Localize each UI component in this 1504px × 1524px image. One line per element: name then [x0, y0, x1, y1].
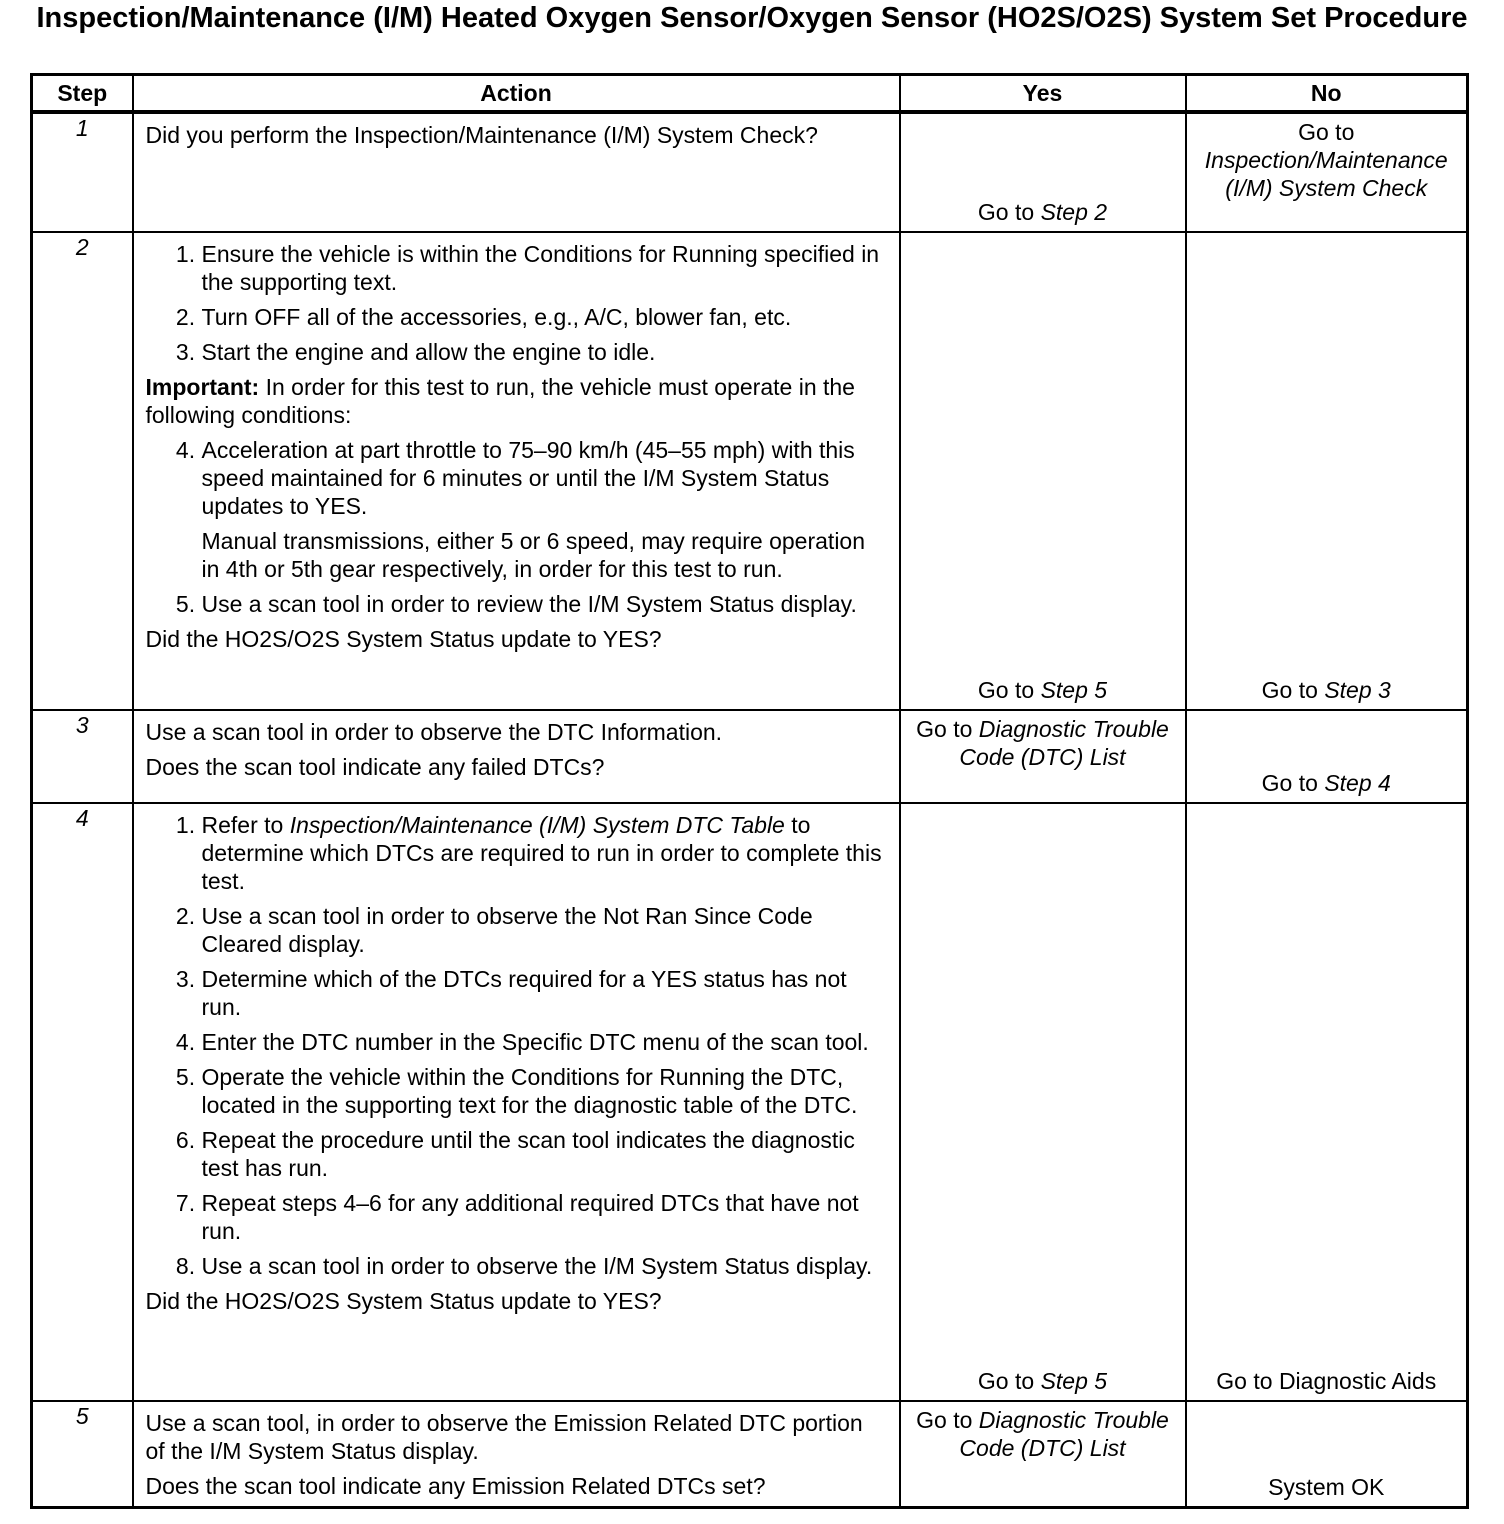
list-item: [202, 811, 887, 895]
page-title: Inspection/Maintenance (I/M) Heated Oxygen Sensor/Oxygen Sensor (HO2S/O2S) System Set Procedure: [36, 2, 1468, 34]
list-item: 4. Acceleration at part throttle to 75–90 km/h (45–55 mph) with this speed maintained for 6 minutes or until the I/M System Status updates to YES.: [202, 436, 887, 520]
header-yes: Yes: [900, 75, 1186, 113]
list-item: 7. Repeat steps 4–6 for any additional required DTCs that have not run.: [202, 1189, 887, 1245]
instruction: Use a scan tool, in order to observe the Emission Related DTC portion of the I/M System Status display.: [145, 1410, 863, 1464]
action-cell: [133, 112, 900, 232]
step-number: 1: [32, 112, 133, 232]
list-item: 3. Start the engine and allow the engine to idle.: [202, 338, 887, 366]
item-link[interactable]: Inspection/Maintenance (I/M) System DTC Table: [289, 812, 785, 838]
yes-prefix: Go to: [916, 716, 979, 742]
list-item: 5. Use a scan tool in order to review the I/M System Status display.: [202, 590, 887, 618]
instruction: Use a scan tool in order to observe the DTC Information.: [145, 719, 723, 745]
yes-prefix: Go to: [977, 199, 1041, 225]
action-list: [146, 590, 887, 618]
list-item: 4. Enter the DTC number in the Specific DTC menu of the scan tool.: [202, 1028, 887, 1056]
list-item: 5. Operate the vehicle within the Conditions for Running the DTC, located in the supporting text for the diagnostic table of the DTC.: [202, 1063, 887, 1119]
action-cell: [133, 803, 900, 1401]
yes-link[interactable]: Step 5: [1040, 677, 1108, 703]
procedure-table: [30, 73, 1469, 1509]
question: Did the HO2S/O2S System Status update to YES?: [145, 626, 662, 652]
no-link[interactable]: Step 3: [1324, 677, 1391, 703]
yes-cell: [900, 112, 1186, 232]
header-no: No: [1186, 75, 1468, 113]
no-cell: [1186, 710, 1468, 803]
action-list: [146, 811, 887, 1280]
question: Does the scan tool indicate any failed DTCs?: [145, 754, 605, 780]
item-prefix: Refer to: [201, 812, 290, 838]
yes-link[interactable]: Diagnostic Trouble Code (DTC) List: [959, 716, 1169, 770]
yes-cell: [900, 803, 1186, 1401]
yes-prefix: Go to: [977, 677, 1041, 703]
yes-cell: [900, 1401, 1186, 1508]
list-item: 2. Use a scan tool in order to observe the Not Ran Since Code Cleared display.: [202, 902, 887, 958]
no-cell: [1186, 112, 1468, 232]
list-item: 2. Turn OFF all of the accessories, e.g., A/C, blower fan, etc.: [202, 303, 887, 331]
yes-cell: [900, 710, 1186, 803]
no-cell: [1186, 232, 1468, 710]
no-prefix: Go to: [1298, 119, 1355, 145]
no-prefix: Go to: [1261, 770, 1325, 796]
action-cell: [133, 1401, 900, 1508]
yes-link[interactable]: Step 5: [1040, 1368, 1108, 1394]
no-prefix: Go to: [1261, 677, 1325, 703]
action-list: [146, 436, 887, 520]
question: Did the HO2S/O2S System Status update to YES?: [145, 1288, 662, 1314]
question: Does the scan tool indicate any Emission Related DTCs set?: [145, 1473, 766, 1499]
yes-prefix: Go to: [916, 1407, 979, 1433]
yes-link[interactable]: Step 2: [1040, 199, 1108, 225]
no-cell: [1186, 803, 1468, 1401]
header-step: Step: [32, 75, 133, 113]
list-item: 8. Use a scan tool in order to observe the I/M System Status display.: [202, 1252, 887, 1280]
step-number: 3: [32, 710, 133, 803]
step-number: 5: [32, 1401, 133, 1508]
table-row: [32, 1401, 1468, 1508]
list-item: 1. Ensure the vehicle is within the Conditions for Running specified in the supporting text.: [202, 240, 887, 296]
table-row: [32, 803, 1468, 1401]
list-item: 3. Determine which of the DTCs required for a YES status has not run.: [202, 965, 887, 1021]
step-number: 4: [32, 803, 133, 1401]
important-text: In order for this test to run, the vehicle must operate in the following conditions:: [145, 374, 855, 428]
header-action: Action: [133, 75, 900, 113]
list-item-note: Manual transmissions, either 5 or 6 speed, may require operation in 4th or 5th gear respectively, in order for this test to run.: [201, 528, 866, 582]
important-label: Important:: [145, 374, 260, 400]
important-note: [146, 373, 887, 429]
no-link[interactable]: Go to Diagnostic Aids: [1216, 1368, 1437, 1394]
yes-link[interactable]: Diagnostic Trouble Code (DTC) List: [959, 1407, 1169, 1461]
item-suffix: to determine which DTCs are required to run in order to complete this test.: [201, 812, 882, 894]
list-item: 6. Repeat the procedure until the scan tool indicates the diagnostic test has run.: [202, 1126, 887, 1182]
action-list: [146, 240, 887, 366]
action-cell: [133, 710, 900, 803]
no-result: System OK: [1268, 1474, 1385, 1500]
question: Did you perform the Inspection/Maintenance (I/M) System Check?: [145, 122, 818, 148]
yes-cell: [900, 232, 1186, 710]
no-link[interactable]: Inspection/Maintenance (I/M) System Check: [1204, 147, 1448, 201]
yes-prefix: Go to: [977, 1368, 1041, 1394]
table-row: [32, 112, 1468, 232]
action-cell: [133, 232, 900, 710]
header-row: [32, 75, 1468, 113]
no-link[interactable]: Step 4: [1324, 770, 1391, 796]
table-row: [32, 710, 1468, 803]
step-number: 2: [32, 232, 133, 710]
no-cell: [1186, 1401, 1468, 1508]
table-row: [32, 232, 1468, 710]
